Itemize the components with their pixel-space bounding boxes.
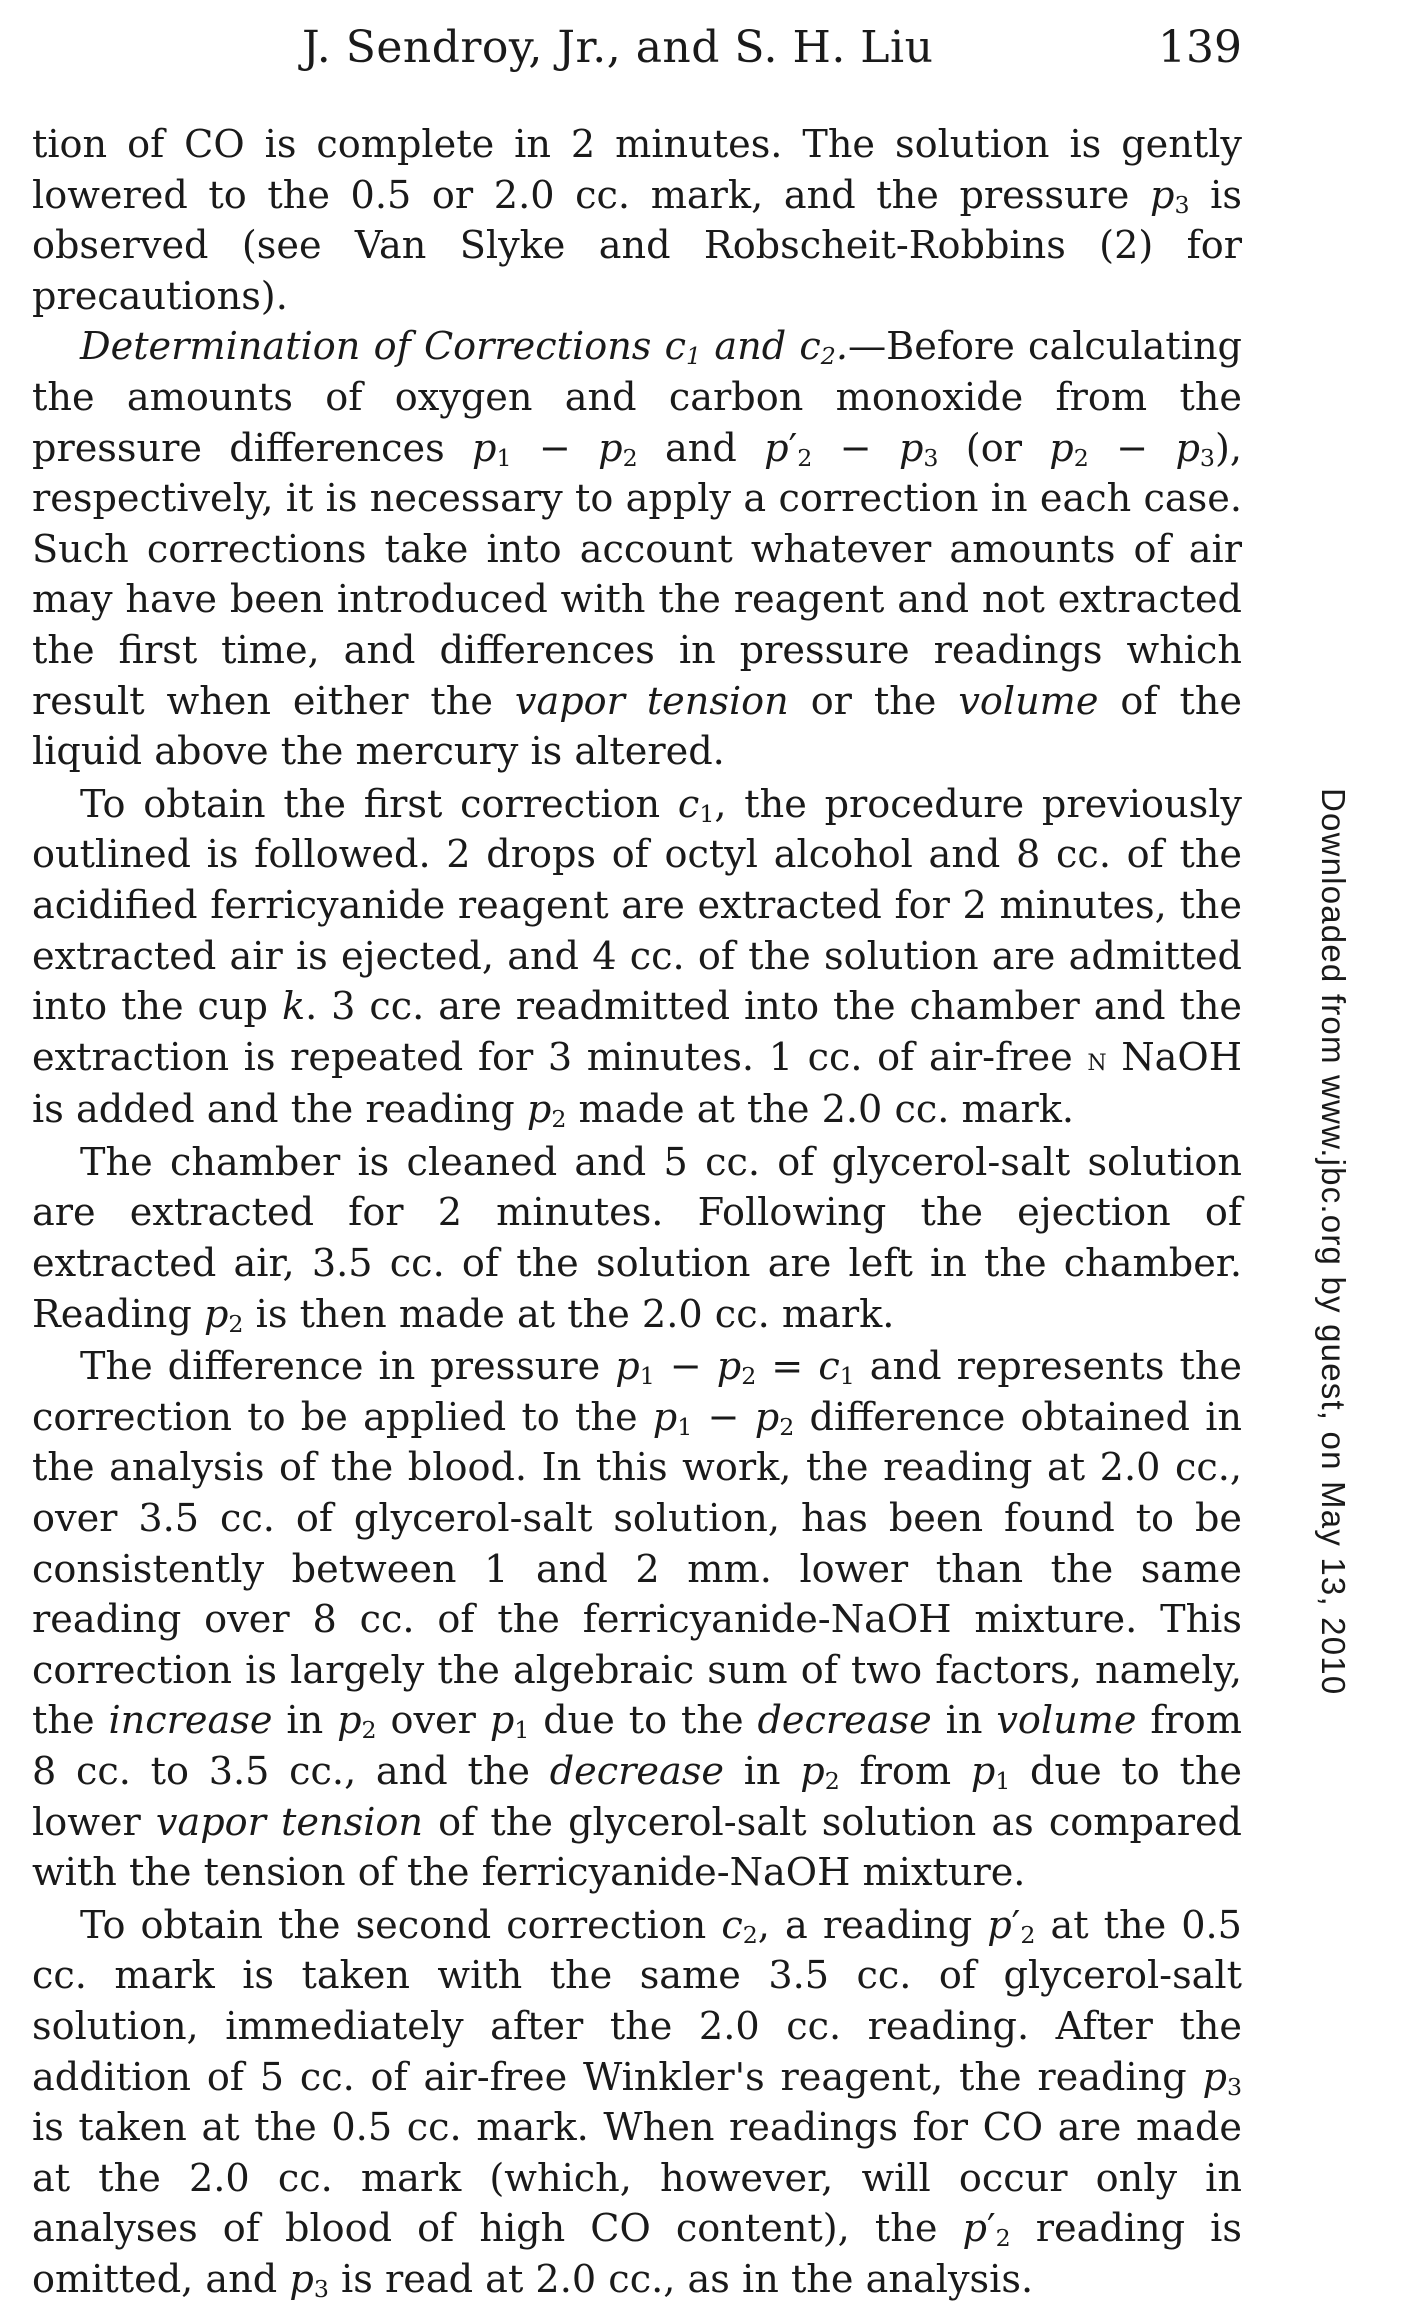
- paragraph-corrections-heading: [32, 322, 1242, 777]
- paragraph-corrections-text: —Before calculating the amounts of oxygen and carbon monoxide from the pressure differences $p_1 - p_2$ and $p'_2 - p_3$ (or $p_2 - p_3$), respectively, it is necessary to apply a correction in each case. Such corrections take into account whatever amounts of air may have been introduced with the reagent and not extracted the first time, and differences in pressure readings which result when either the vapor tension or the volume of the liquid above the mercury is altered.: [32, 325, 1242, 775]
- page-number: 139: [1158, 22, 1242, 73]
- running-head-authors: J. Sendroy, Jr., and S. H. Liu: [302, 22, 934, 73]
- paragraph-second-correction: To obtain the second correction $c_2$, a reading $p'_2$ at the 0.5 cc. mark is taken with the same 3.5 cc. of glycerol-salt solution, immediately after the 2.0 cc. reading. After the addition of 5 cc. of air-free Winkler's reagent, the reading $p_3$ is taken at the 0.5 cc. mark. When readings for CO are made at the 2.0 cc. mark (which, however, will occur only in analyses of blood of high CO content), the $p'_2$ reading is omitted, and $p_3$ is read at 2.0 cc., as in the analysis.: [32, 1903, 1242, 2304]
- paragraph-continuation: tion of CO is complete in 2 minutes. The solution is gently lowered to the 0.5 or 2.0 cc. mark, and the pressure $p_3$ is observed (see Van Slyke and Robscheit-Robbins (2) for precautions).: [32, 123, 1242, 319]
- paragraph-first-correction: To obtain the first correction $c_1$, the procedure previously outlined is followed. 2 drops of octyl alcohol and 8 cc. of the acidified ferricyanide reagent are extracted for 2 minutes, the extracted air is ejected, and 4 cc. of the solution are admitted into the cup k. 3 cc. are readmitted into the chamber and the extraction is repeated for 3 minutes. 1 cc. of air-free n NaOH is added and the reading $p_2$ made at the 2.0 cc. mark.: [32, 782, 1243, 1134]
- section-run-in-heading: Determination of Corrections $c_1$ and $c_2$.: [80, 325, 848, 371]
- article-body: [32, 120, 1242, 2306]
- running-header: [32, 22, 1242, 84]
- download-watermark: Downloaded from www.jbc.org by guest, on May 13, 2010: [1315, 788, 1352, 1696]
- paragraph-glycerol-extraction: The chamber is cleaned and 5 cc. of glycerol-salt solution are extracted for 2 minutes. Following the ejection of extracted air, 3.5 cc. of the solution are left in the chamber. Reading $p_2$ is then made at the 2.0 cc. mark.: [32, 1140, 1242, 1338]
- paragraph-pressure-difference: The difference in pressure $p_1 - p_2 = c_1$ and represents the correction to be applied to the $p_1 - p_2$ difference obtained in the analysis of the blood. In this work, the reading at 2.0 cc., over 3.5 cc. of glycerol-salt solution, has been found to be consistently between 1 and 2 mm. lower than the same reading over 8 cc. of the ferricyanide-NaOH mixture. This correction is largely the algebraic sum of two factors, namely, the increase in $p_2$ over $p_1$ due to the decrease in volume from 8 cc. to 3.5 cc., and the decrease in $p_2$ from $p_1$ due to the lower vapor tension of the glycerol-salt solution as compared with the tension of the ferricyanide-NaOH mixture.: [32, 1345, 1243, 1896]
